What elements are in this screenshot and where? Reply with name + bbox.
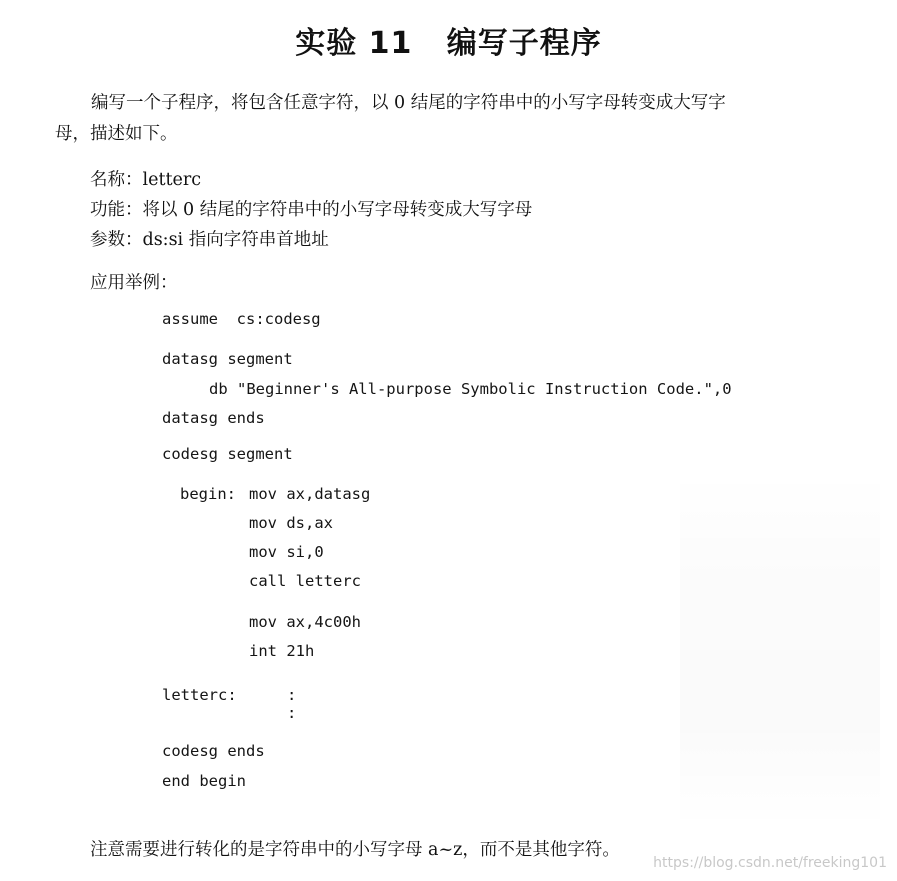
- intro-paragraph: [55, 88, 855, 150]
- note-text: 注意需要进行转化的是字符串中的小写字母 a~z，而不是其他字符。: [90, 840, 620, 860]
- code-int: int 21h: [249, 642, 315, 660]
- intro-line-1: 编写一个子程序，将包含任意字符，以 0 结尾的字符串中的小写字母转变成大写字: [91, 93, 726, 113]
- code-mov-ds: mov ds,ax: [249, 514, 333, 532]
- spec-params: 参数：ds:si 指向字符串首地址: [90, 230, 329, 250]
- code-mov-si: mov si,0: [249, 543, 324, 561]
- intro-line-2: 母，描述如下。: [55, 124, 178, 144]
- spec-function: 功能：将以 0 结尾的字符串中的小写字母转变成大写字母: [90, 200, 533, 220]
- example-heading: 应用举例：: [90, 273, 178, 293]
- code-db-line: db "Beginner's All-purpose Symbolic Instruction Code.",0: [209, 380, 732, 398]
- code-begin-instr: mov ax,datasg: [249, 485, 371, 503]
- code-datasg-ends: datasg ends: [162, 409, 265, 427]
- code-codesg-segment: codesg segment: [162, 445, 293, 463]
- code-end-begin: end begin: [162, 772, 246, 790]
- code-colon-2: :: [287, 704, 297, 722]
- code-mov-ax: mov ax,4c00h: [249, 613, 361, 631]
- code-letterc-label: letterc:: [162, 686, 237, 704]
- bleed-through-shadow: [680, 470, 880, 830]
- code-codesg-ends: codesg ends: [162, 742, 265, 760]
- code-assume: assume cs:codesg: [162, 310, 321, 328]
- code-datasg-segment: datasg segment: [162, 350, 293, 368]
- code-colon-1: :: [287, 686, 297, 704]
- page-title: 实验 11 编写子程序: [295, 26, 602, 61]
- watermark-url: https://blog.csdn.net/freeking101: [653, 855, 887, 871]
- spec-name: 名称：letterc: [90, 170, 202, 190]
- code-begin-label: begin:: [180, 485, 236, 503]
- code-call: call letterc: [249, 572, 361, 590]
